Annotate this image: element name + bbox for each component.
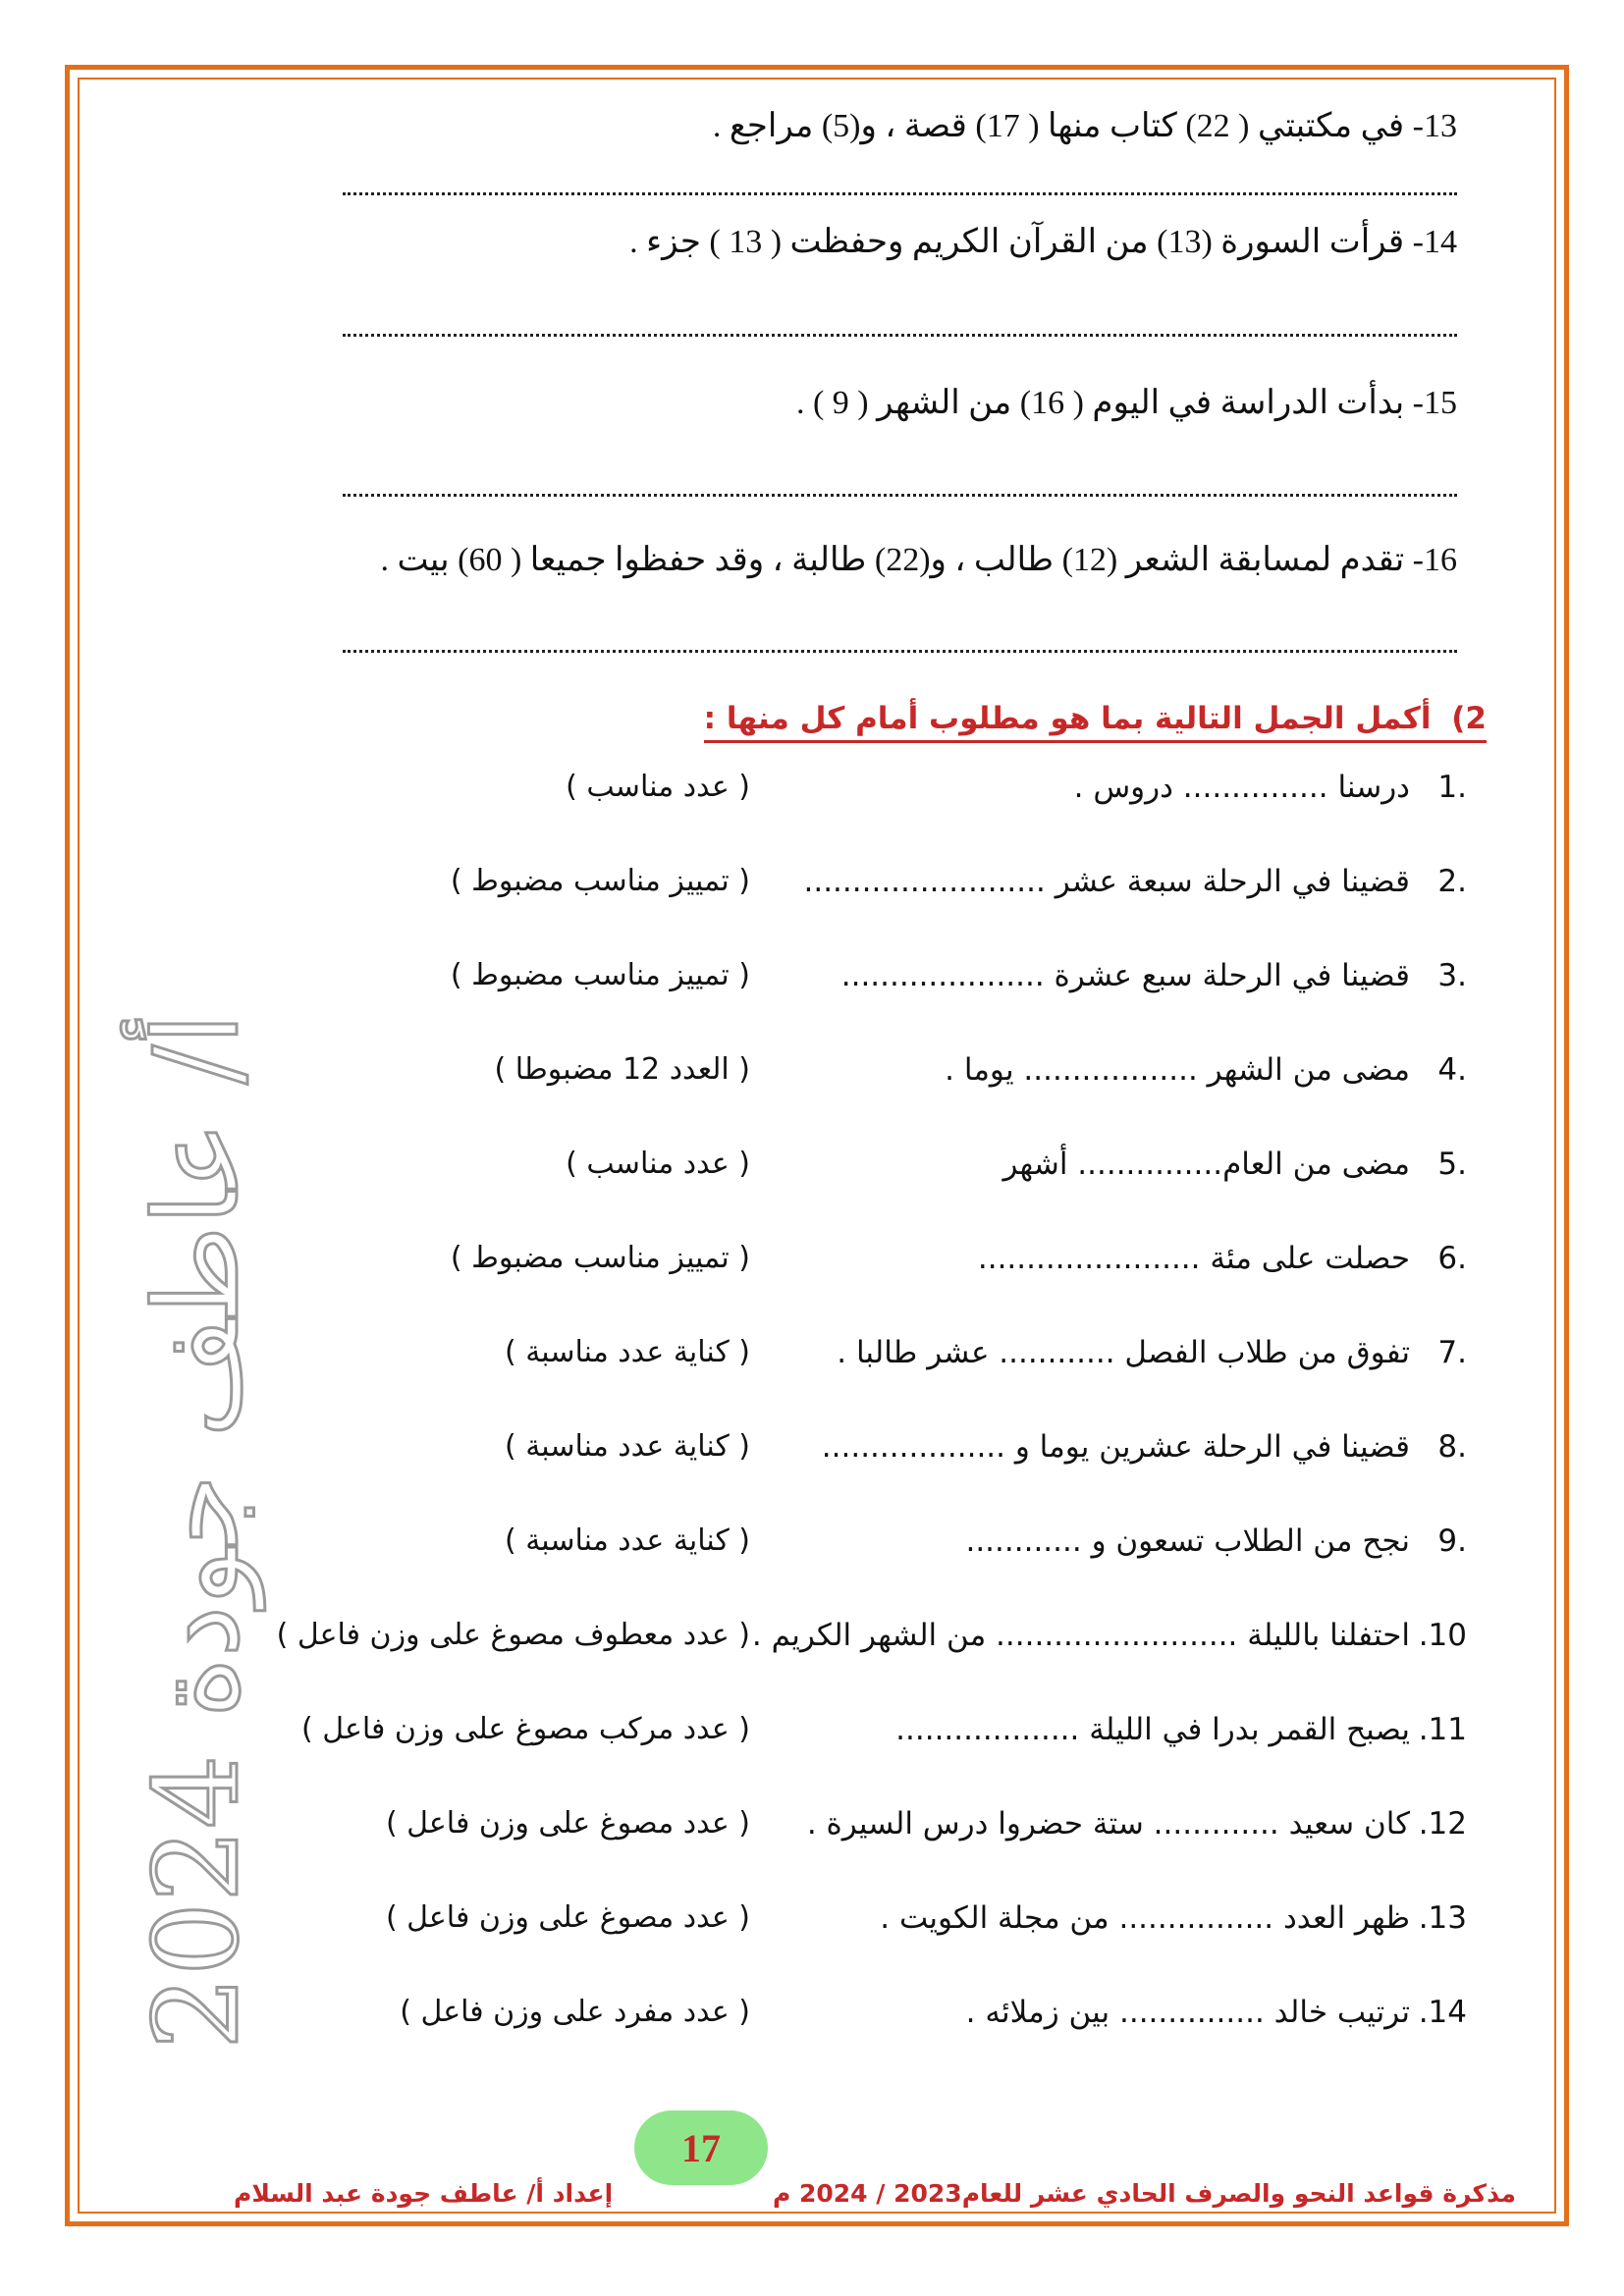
exercise-15: 15- بدأت الدراسة في اليوم ( 16) من الشهر ( 9 ) . (795, 385, 1457, 421)
list-item: 13. ظهر العدد ................ من مجلة الكويت . ( عدد مصوغ على وزن فاعل ) (385, 1900, 1467, 1936)
list-item: 11. يصبح القمر بدرا في الليلة ................... ( عدد مركب مصوغ على وزن فاعل ) (301, 1712, 1467, 1747)
list-item: .4 مضى من الشهر .................. يوما . ( العدد 12 مضبوطا ) (494, 1052, 1467, 1088)
list-item: 12. كان سعيد ............. ستة حضروا درس السيرة . ( عدد مصوغ على وزن فاعل ) (385, 1806, 1467, 1842)
list-item: .6 حصلت على مئة ....................... ( تمييز مناسب مضبوط ) (450, 1241, 1467, 1276)
list-item: 14. ترتيب خالد ............... بين زملائه . ( عدد مفرد على وزن فاعل ) (400, 1995, 1467, 2030)
list-item: .8 قضينا في الرحلة عشرين يوما و ................... ( كناية عدد مناسبة ) (504, 1429, 1467, 1465)
footer-title: مذكرة قواعد النحو والصرف الحادي عشر للعام2023 / 2024 م (772, 2179, 1516, 2208)
section-number: 2) (1451, 701, 1487, 736)
answer-line (343, 494, 1457, 497)
list-item: .1 درسنا ............... دروس . ( عدد مناسب ) (566, 770, 1467, 805)
footer-author: إعداد أ/ عاطف جودة عبد السلام (234, 2179, 614, 2208)
page-number-badge: 17 (634, 2110, 768, 2185)
footer (0, 2140, 1624, 2228)
watermark: أ/ عاطف جودة 2024 (129, 1012, 265, 2051)
answer-line (343, 334, 1457, 337)
list-item: .7 تفوق من طلاب الفصل ............ عشر طالبا . ( كناية عدد مناسبة ) (504, 1335, 1467, 1370)
list-item: 10. احتفلنا بالليلة ......................... من الشهر الكريم . ( عدد معطوف مصوغ على وزن فاعل ) (276, 1618, 1467, 1653)
list-item: .9 نجح من الطلاب تسعون و ............ ( كناية عدد مناسبة ) (504, 1523, 1467, 1559)
answer-line (343, 192, 1457, 195)
answer-line (343, 650, 1457, 653)
section-title: أكمل الجمل التالية بما هو مطلوب أمام كل منها : (703, 701, 1432, 736)
exercise-16: 16- تقدم لمسابقة الشعر (12) طالب ، و(22) طالبة ، وقد حفظوا جميعا ( 60) بيت . (380, 542, 1457, 578)
exercise-14: 14- قرأت السورة (13) من القرآن الكريم وحفظت ( 13 ) جزء . (629, 224, 1457, 260)
section-2-heading (704, 701, 1487, 743)
list-item: .5 مضى من العام............... أشهر ( عدد مناسب ) (566, 1147, 1467, 1182)
exercise-13: 13- في مكتبتي ( 22) كتاب منها ( 17) قصة ، و(5) مراجع . (712, 108, 1457, 144)
list-item: .2 قضينا في الرحلة سبعة عشر ......................... ( تمييز مناسب مضبوط ) (450, 864, 1467, 899)
list-item: .3 قضينا في الرحلة سبع عشرة ..................... ( تمييز مناسب مضبوط ) (450, 958, 1467, 993)
